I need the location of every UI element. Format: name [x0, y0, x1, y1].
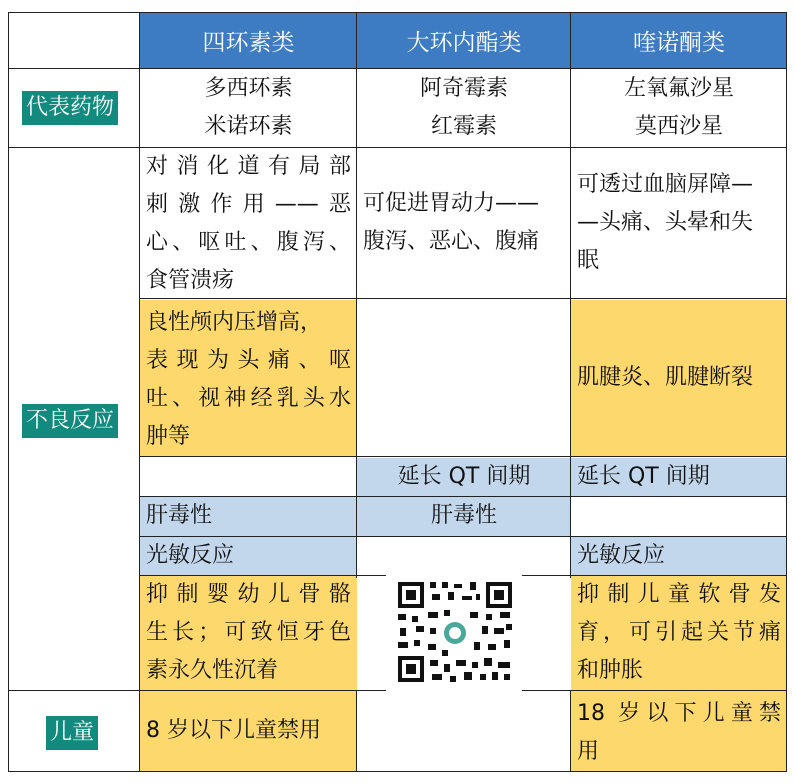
- qr-code: [386, 572, 522, 694]
- cell-line: 延长 QT 间期: [397, 464, 531, 489]
- row-label-children: 儿童: [46, 716, 98, 750]
- cell-line: 生长；可致恒牙色: [146, 620, 351, 645]
- table-border: [786, 12, 787, 772]
- adverse-tendon-quinolone: [571, 300, 787, 456]
- row-divider: [8, 147, 787, 148]
- column-divider: [139, 12, 140, 772]
- cell-line: 肝毒性: [146, 503, 213, 528]
- drug-name: 米诺环素: [204, 114, 293, 139]
- cell-line: 肝毒性: [430, 503, 497, 528]
- cell-line: 和肿胀: [577, 658, 644, 683]
- cell-line: —头痛、头晕和失: [577, 210, 754, 235]
- drug-name: 阿奇霉素: [419, 76, 508, 101]
- header-macrolide: [357, 12, 571, 68]
- header-quinolone: [571, 12, 787, 68]
- cell-line: 刺激作用——恶: [146, 192, 351, 217]
- drug-name: 莫西沙星: [634, 114, 723, 139]
- cell-line: 延长 QT 间期: [577, 464, 710, 489]
- adverse-qt-macrolide: [357, 458, 571, 496]
- adverse-qt-quinolone: [571, 458, 787, 496]
- row-divider: [139, 298, 787, 299]
- cell-line: 肿等: [146, 424, 191, 449]
- cell-line: 抑制婴幼儿骨骼: [146, 582, 351, 607]
- column-divider: [570, 690, 571, 772]
- header-tetracycline: [140, 12, 357, 68]
- drug-name: 多西环素: [204, 76, 293, 101]
- table-border: [8, 12, 787, 13]
- row-divider: [139, 536, 787, 537]
- header-label: 喹诺酮类: [633, 29, 725, 56]
- column-divider: [356, 12, 357, 578]
- cell-line: 食管溃疡: [146, 268, 235, 293]
- cell-line: 育，可引起关节痛: [577, 620, 781, 645]
- adverse-liver-macrolide: [357, 497, 571, 536]
- column-divider: [570, 12, 571, 578]
- drugs-quinolone: [571, 70, 787, 146]
- cell-line: 用: [577, 739, 600, 764]
- drug-name: 红霉素: [430, 114, 497, 139]
- cell-line: 8 岁以下儿童禁用: [146, 718, 321, 743]
- cell-line: 腹泻、恶心、腹痛: [363, 229, 540, 254]
- adverse-cns-quinolone: [571, 148, 787, 298]
- cell-line: 可透过血脑屏障—: [577, 172, 754, 197]
- cell-line: 18 岁以下儿童禁: [577, 701, 781, 726]
- cell-line: 眠: [577, 248, 600, 273]
- cell-line: 心、呕吐、腹泻、: [146, 230, 351, 255]
- table-border: [8, 771, 787, 772]
- adverse-liver-tetracycline: [140, 497, 357, 536]
- cell-line: 光敏反应: [577, 543, 666, 568]
- column-divider: [356, 690, 357, 772]
- cell-line: 良性颅内压增高，: [146, 310, 323, 335]
- cell-line: 抑制儿童软骨发: [577, 582, 781, 607]
- table-border: [8, 12, 9, 772]
- cell-line: 表现为头痛、呕: [146, 348, 351, 373]
- row-label-adverse: 不良反应: [22, 404, 118, 438]
- header-label: 四环素类: [202, 29, 295, 56]
- row-label-drugs: 代表药物: [22, 91, 118, 125]
- adverse-gi-tetracycline: [140, 148, 357, 298]
- cell-line: 肌腱炎、肌腱断裂: [577, 365, 754, 390]
- children-tetracycline: [140, 691, 357, 771]
- row-divider: [139, 496, 787, 497]
- cell-line: 可促进胃动力——: [363, 191, 540, 216]
- row-divider: [139, 456, 787, 457]
- adverse-gi-macrolide: [357, 148, 571, 298]
- adverse-bone-tetracycline: [140, 576, 357, 690]
- cell-line: 对消化道有局部: [146, 154, 351, 179]
- drugs-tetracycline: [140, 70, 357, 146]
- cell-line: 光敏反应: [146, 543, 235, 568]
- adverse-icp-tetracycline: [140, 300, 357, 456]
- adverse-photo-tetracycline: [140, 537, 357, 575]
- row-divider: [8, 68, 787, 69]
- drug-name: 左氧氟沙星: [623, 76, 734, 101]
- cell-line: 吐、视神经乳头水: [146, 386, 351, 411]
- cell-line: 素永久性沉着: [146, 658, 279, 683]
- empty-cell: [357, 300, 571, 456]
- adverse-photo-quinolone: [571, 537, 787, 575]
- drugs-macrolide: [357, 70, 571, 146]
- adverse-cartilage-quinolone: [571, 576, 787, 690]
- header-label: 大环内酯类: [406, 29, 522, 56]
- children-quinolone: [571, 691, 787, 771]
